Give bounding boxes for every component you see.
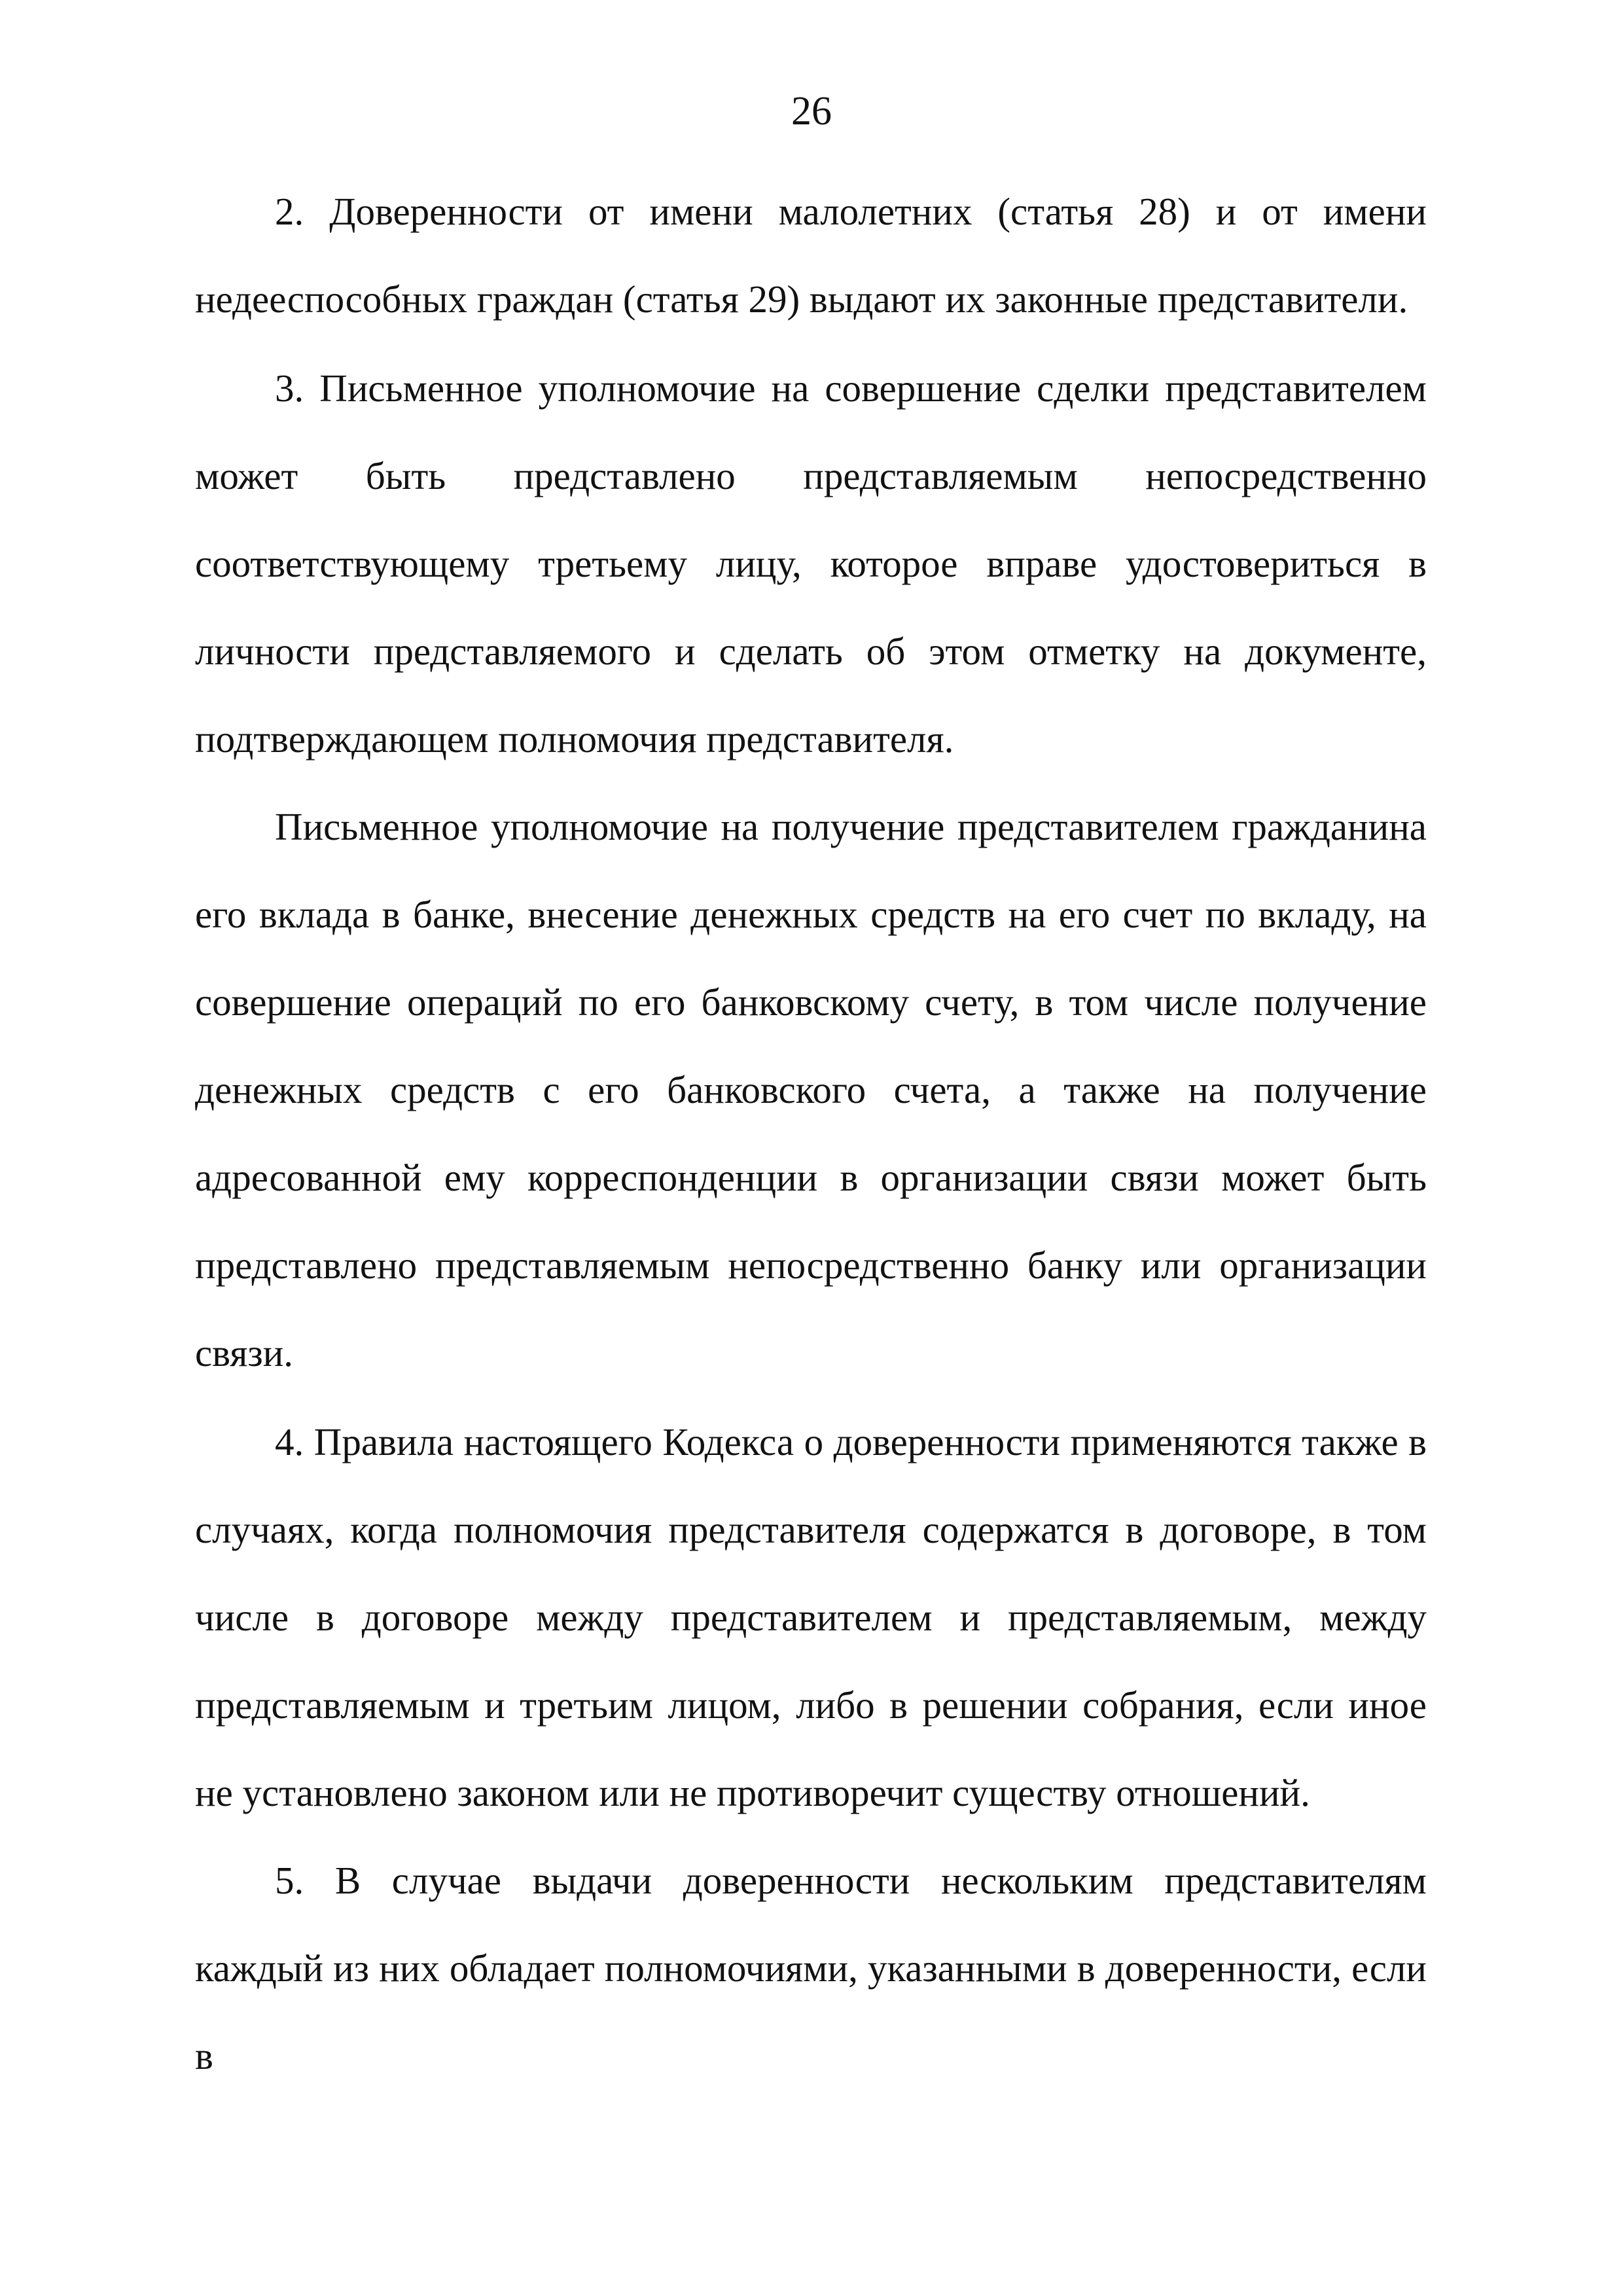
paragraph-2: 3. Письменное уполномочие на совершение сделки представителем может быть представлено представляемым непосредственно соответствующему третьему лицу, которое вправе удостовериться в личности представляемого и сделать об этом отметку на документе, подтверждающем полномочия представителя. [195, 367, 1427, 761]
paragraph-3: Письменное уполномочие на получение представителем гражданина его вклада в банке, внесение денежных средств на его счет по вкладу, на совершение операций по его банковскому счету, в том числе получение денежных средств с его банковского счета, а также на получение адресованной ему корреспонденции в организации связи может быть представлено представляемым непосредственно банку или организации связи. [195, 805, 1427, 1374]
paragraph-1: 2. Доверенности от имени малолетних (статья 28) и от имени недееспособных граждан (статья 29) выдают их законные представители. [195, 190, 1427, 321]
paragraph-5: 5. В случае выдачи доверенности нескольким представителям каждый из них обладает полномочиями, указанными в доверенности, если в [195, 1859, 1427, 2077]
paragraph-4: 4. Правила настоящего Кодекса о доверенности применяются также в случаях, когда полномочия представителя содержатся в договоре, в том числе в договоре между представителем и представляемым, между представляемым и третьим лицом, либо в решении собрания, если иное не установлено законом или не противоречит существу отношений. [195, 1420, 1427, 1814]
page-number: 26 [791, 89, 832, 134]
